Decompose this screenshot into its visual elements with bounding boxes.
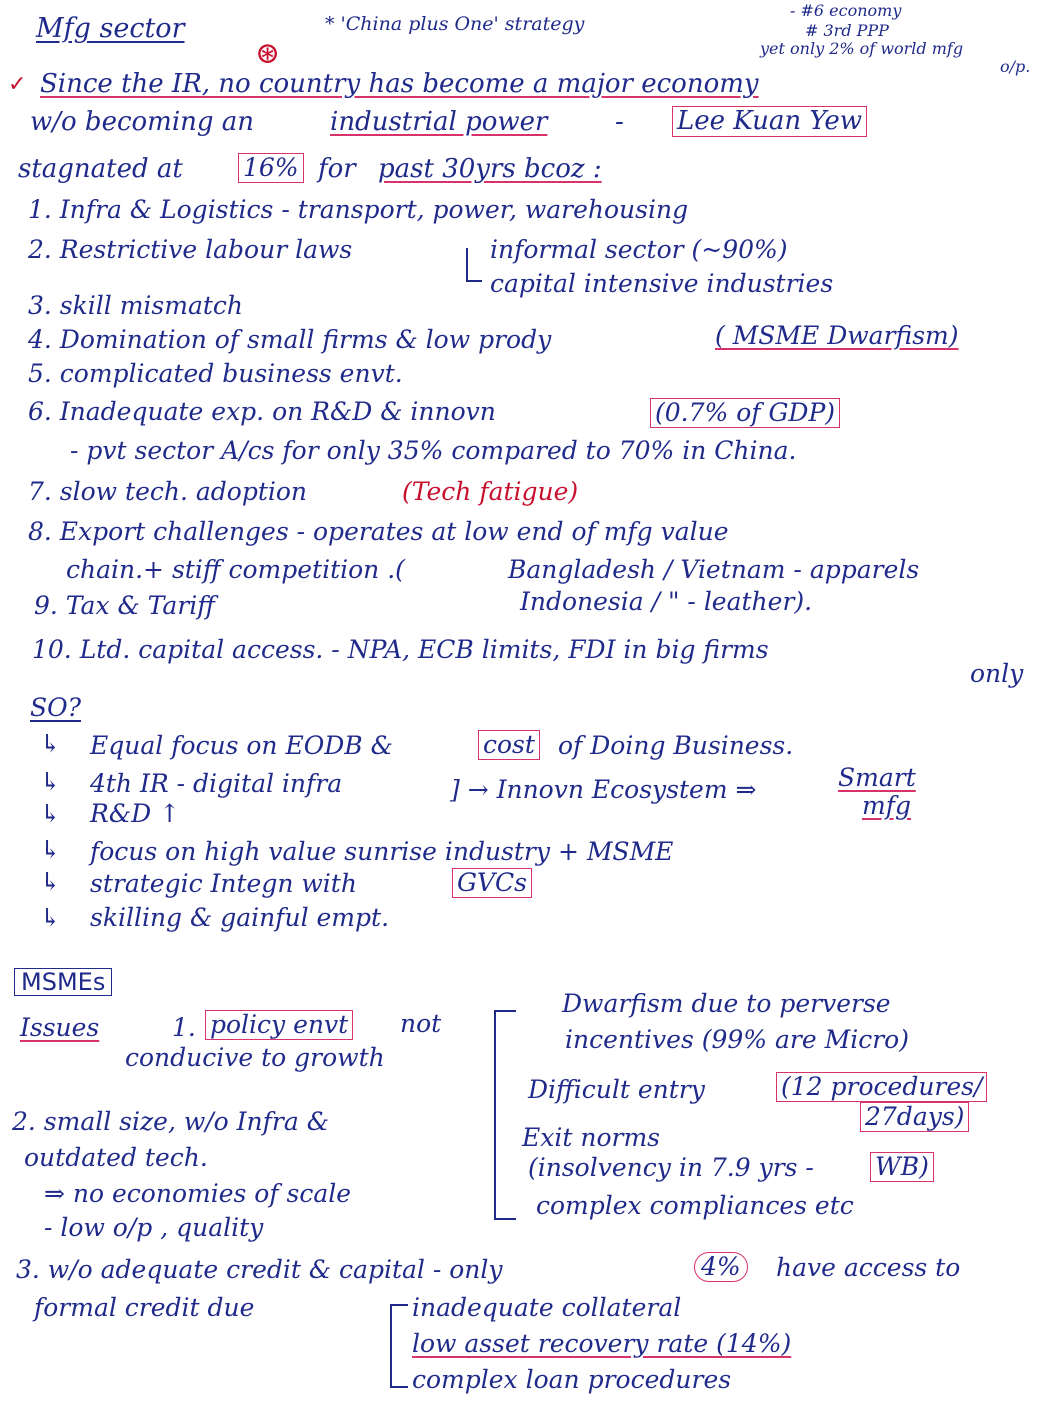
branch-dwarfism: Dwarfism due to perverse — [562, 989, 891, 1018]
labour-branch-2: capital intensive industries — [490, 269, 834, 298]
gvcs-label: GVCs — [452, 868, 532, 898]
note-ppp: # 3rd PPP — [805, 21, 889, 40]
note-op: o/p. — [1000, 57, 1031, 76]
credit-reason-1: inadequate collateral — [412, 1293, 682, 1322]
page-title: Mfg sector — [36, 13, 185, 44]
so-item-2: 4th IR - digital infra — [90, 769, 343, 798]
rnd-gdp: (0.7% of GDP) — [650, 398, 840, 428]
stagnation-for: for — [318, 154, 356, 184]
branch-exit: Exit norms — [522, 1123, 660, 1152]
branch-compliances: complex compliances etc — [536, 1191, 854, 1220]
so-item-3: R&D ↑ — [90, 799, 181, 828]
quote-line-1: Since the IR, no country has become a major economy — [40, 69, 759, 99]
issue-1-num: 1. — [172, 1013, 196, 1042]
so-item-1-cost: cost — [478, 730, 540, 760]
cause-2: 2. Restrictive labour laws — [28, 235, 353, 264]
cause-8-line-1: 8. Export challenges - operates at low end of mfg value — [28, 517, 729, 546]
branch-entry: Difficult entry — [528, 1075, 705, 1104]
tech-fatigue: (Tech fatigue) — [402, 477, 579, 506]
cause-10: 10. Ltd. capital access. - NPA, ECB limits, FDI in big firms — [32, 635, 769, 664]
cause-10-only: only — [970, 659, 1024, 688]
star-icon: ⊛ — [255, 36, 281, 71]
branch-procedures: (12 procedures/ — [776, 1072, 987, 1102]
issue-3-formal: formal credit due — [34, 1293, 255, 1322]
issue-1-conducive: conducive to growth — [125, 1043, 385, 1072]
branch-bracket — [466, 248, 482, 282]
issue-2-line-1: 2. small size, w/o Infra & — [12, 1107, 329, 1136]
branch-wb: WB) — [870, 1152, 934, 1182]
innovation-ecosystem: ] → Innovn Ecosystem ⇒ — [450, 775, 757, 804]
so-item-6: skilling & gainful empt. — [90, 903, 390, 932]
issue-1-policy: policy envt — [205, 1010, 353, 1040]
so-item-1a: Equal focus on EODB & — [90, 731, 393, 760]
cause-8-line-2: chain.+ stiff competition .( — [66, 555, 405, 584]
cause-1: 1. Infra & Logistics - transport, power, warehousing — [28, 195, 689, 224]
msme-heading: MSMEs — [14, 968, 112, 996]
cause-6: 6. Inadequate exp. on R&D & innovn — [28, 397, 496, 426]
credit-reason-3: complex loan procedures — [412, 1365, 732, 1394]
note-economy: - #6 economy — [790, 1, 902, 20]
branch-incentives: incentives (99% are Micro) — [565, 1025, 909, 1054]
so-item-1c: of Doing Business. — [558, 731, 794, 760]
note-world-share: yet only 2% of world mfg — [760, 39, 964, 58]
labour-branch-1: informal sector (~90%) — [490, 235, 788, 264]
so-item-4: focus on high value sunrise industry + MSME — [90, 837, 674, 866]
issues-label: Issues — [20, 1013, 100, 1042]
issue-1-not: not — [400, 1009, 442, 1038]
quote-line-2a: w/o becoming an — [30, 107, 255, 137]
credit-bracket — [390, 1304, 408, 1388]
issue-branch-bracket — [494, 1010, 516, 1220]
cause-4: 4. Domination of small firms & low prody — [28, 325, 552, 354]
cause-5: 5. complicated business envt. — [28, 359, 403, 388]
competitors-2: Indonesia / " - leather). — [520, 587, 813, 616]
check-mark-icon: ✓ — [8, 72, 27, 97]
branch-days: 27days) — [860, 1102, 969, 1132]
credit-reason-2: low asset recovery rate (14%) — [412, 1329, 792, 1358]
issue-2-line-2: outdated tech. — [24, 1143, 208, 1172]
issue-2-line-4: - low o/p , quality — [44, 1213, 264, 1242]
cause-9: 9. Tax & Tariff — [34, 591, 215, 620]
mfg-label: mfg — [862, 791, 911, 820]
strategy-heading: * 'China plus One' strategy — [325, 13, 585, 35]
smart-label: Smart — [838, 763, 916, 792]
issue-3-pct: 4% — [694, 1252, 748, 1282]
msme-dwarfism: ( MSME Dwarfism) — [715, 321, 959, 350]
stagnation-pct: 16% — [238, 153, 304, 183]
so-item-5: strategic Integn with — [90, 869, 357, 898]
stagnation-period: past 30yrs bcoz : — [378, 154, 602, 184]
quote-author: Lee Kuan Yew — [672, 106, 867, 137]
issue-3-access: have access to — [776, 1253, 961, 1282]
cause-7: 7. slow tech. adoption — [28, 477, 308, 506]
stagnation-text: stagnated at — [18, 154, 183, 184]
so-heading: SO? — [30, 693, 82, 722]
branch-insolvency: (insolvency in 7.9 yrs - — [528, 1153, 814, 1182]
quote-dash: - — [615, 107, 624, 137]
quote-line-2b: industrial power — [330, 107, 548, 137]
pvt-sector-share: - pvt sector A/cs for only 35% compared to 70% in China. — [70, 436, 797, 465]
issue-3-text: 3. w/o adequate credit & capital - only — [16, 1255, 503, 1284]
competitors-1: Bangladesh / Vietnam - apparels — [508, 555, 920, 584]
cause-3: 3. skill mismatch — [28, 291, 244, 320]
issue-2-line-3: ⇒ no economies of scale — [44, 1179, 352, 1208]
